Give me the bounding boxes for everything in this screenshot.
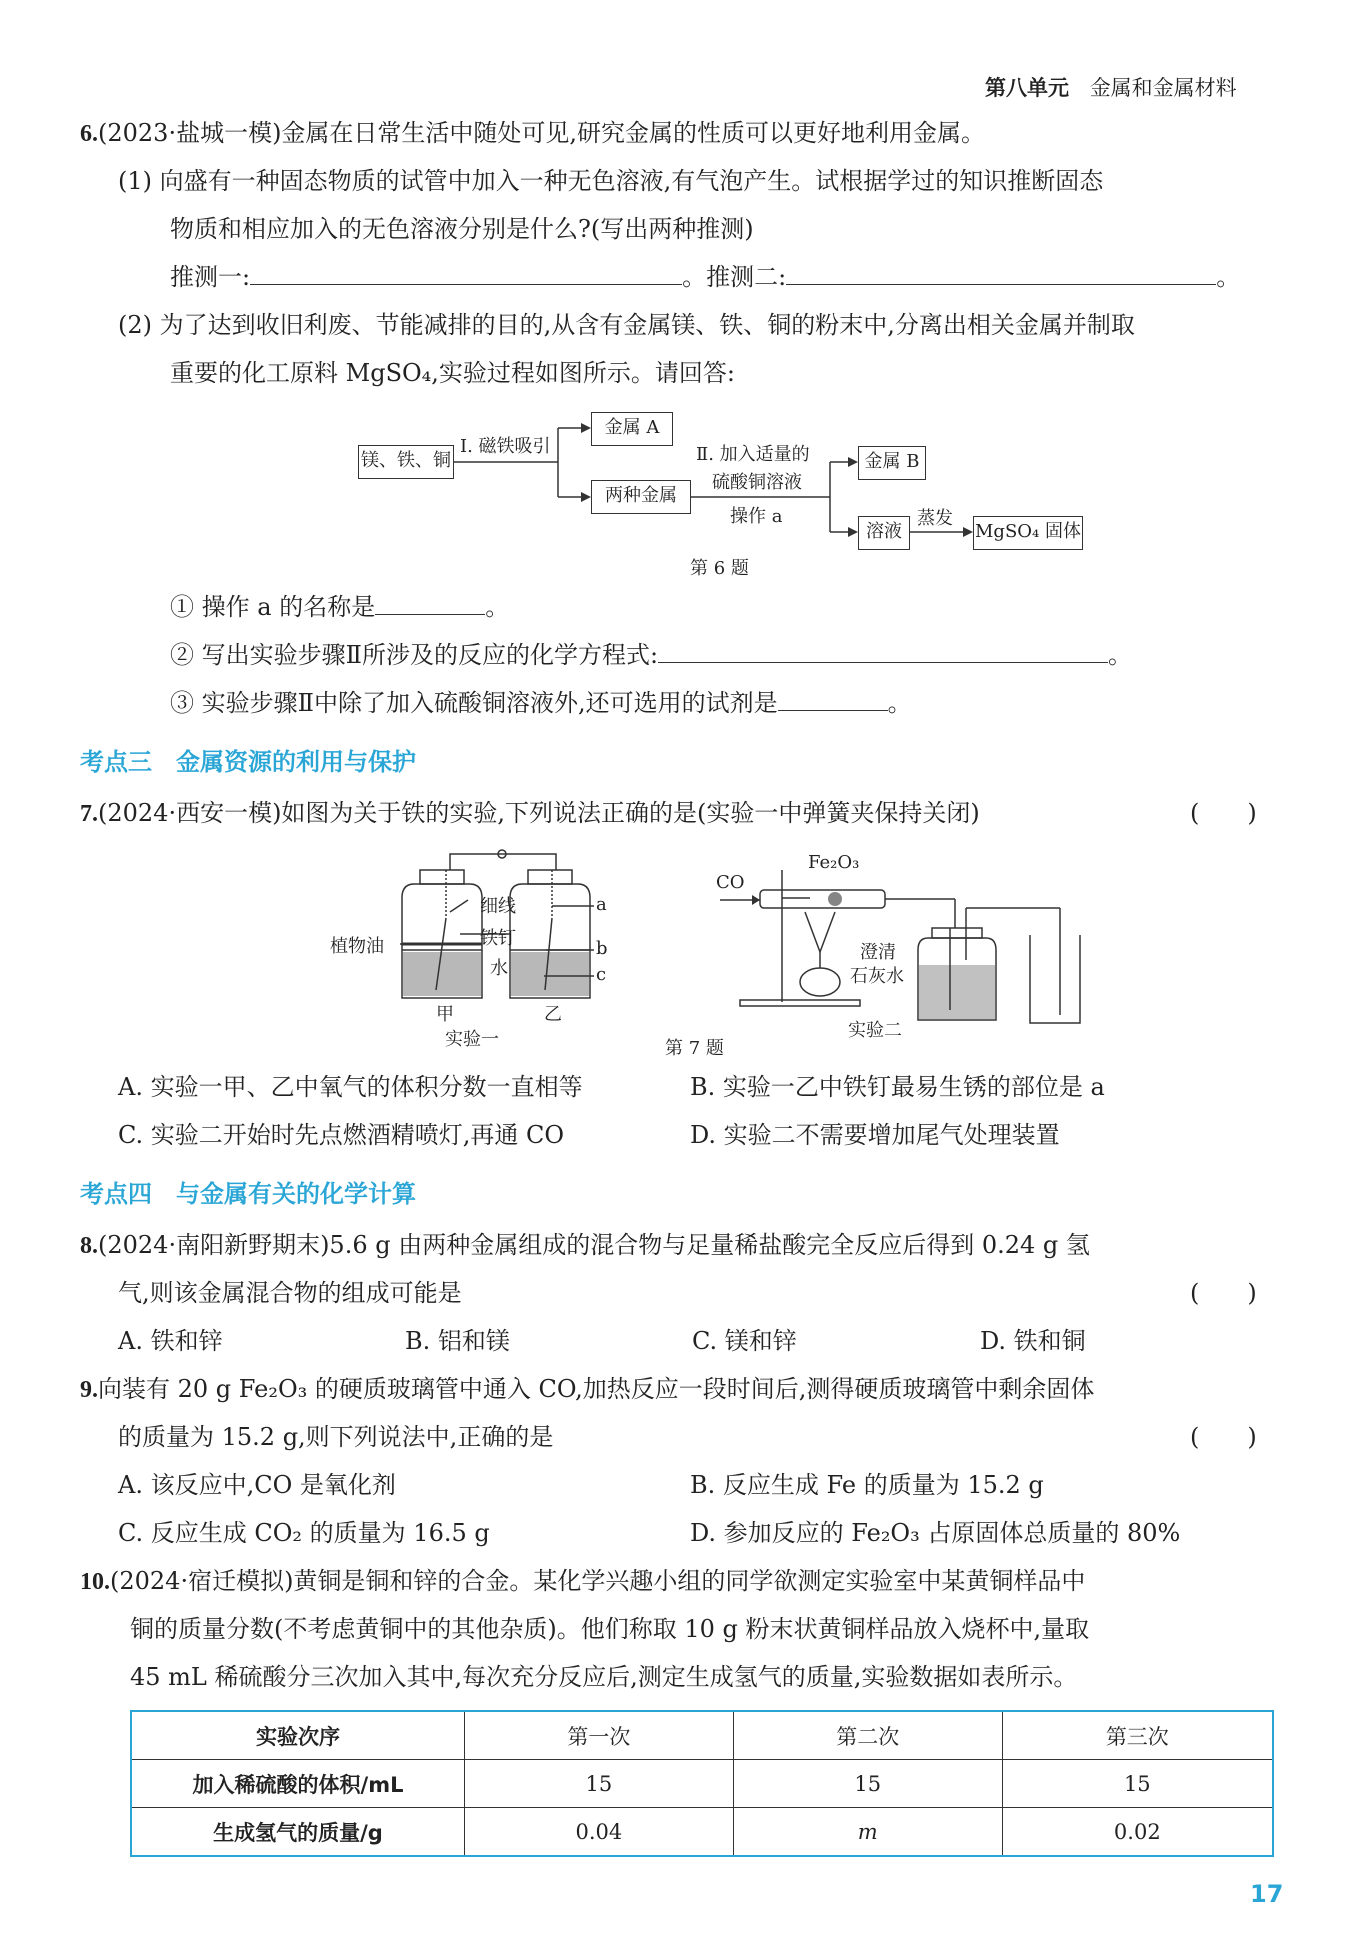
q8-option-d[interactable]: D. 铁和铜	[980, 1327, 1086, 1355]
table-header-cell: 第二次	[733, 1711, 1002, 1760]
flow-solution-box: 溶液	[858, 516, 910, 550]
q9-option-c[interactable]: C. 反应生成 CO₂ 的质量为 16.5 g	[118, 1519, 490, 1547]
q9-option-a[interactable]: A. 该反应中,CO 是氧化剂	[118, 1471, 396, 1499]
page-header	[985, 72, 1237, 102]
sub2-blank[interactable]	[658, 640, 1108, 663]
q6-sub1	[170, 592, 509, 622]
exp1-jar-jia: 甲	[436, 1004, 454, 1025]
question-text: (2024·宿迁模拟)黄铜是铜和锌的合金。某化学兴趣小组的同学欲测定实验室中某黄铜样品中	[110, 1567, 1086, 1595]
q7-answer-paren[interactable]: ( )	[1190, 799, 1257, 827]
experiment-2-drawing	[710, 850, 1090, 1040]
table-cell: 15	[1002, 1760, 1273, 1808]
fig7-caption: 第 7 题	[665, 1038, 724, 1059]
question-10-line1	[80, 1566, 1085, 1597]
question-text: 向装有 20 g Fe₂O₃ 的硬质玻璃管中通入 CO,加热反应一段时间后,测得硬质玻璃管中剩余固体	[98, 1375, 1095, 1403]
question-number: 7.	[80, 801, 98, 827]
q7-option-c[interactable]: C. 实验二开始时先点燃酒精喷灯,再通 CO	[118, 1121, 565, 1149]
question-text: (2024·南阳新野期末)5.6 g 由两种金属组成的混合物与足量稀盐酸完全反应后得到 0.24 g 氢	[98, 1231, 1090, 1259]
q7-option-d[interactable]: D. 实验二不需要增加尾气处理装置	[690, 1121, 1060, 1149]
q6-sub3	[170, 688, 912, 718]
exp2-limewater-label1: 澄清	[860, 942, 896, 963]
table-cell: 加入稀硫酸的体积/mL	[131, 1760, 465, 1808]
table-header-cell: 第一次	[465, 1711, 734, 1760]
q6-part1-line1: (1) 向盛有一种固态物质的试管中加入一种无色溶液,有气泡产生。试根据学过的知识推断固态	[118, 167, 1104, 195]
page-number: 17	[1250, 1880, 1284, 1908]
period: 。	[485, 593, 510, 621]
guess2-blank[interactable]	[786, 262, 1216, 285]
exp1-water-label: 水	[490, 958, 508, 979]
q9-option-b[interactable]: B. 反应生成 Fe 的质量为 15.2 g	[690, 1471, 1044, 1499]
question-8-line1	[80, 1230, 1090, 1261]
q6-guess-line	[170, 262, 1240, 292]
table-header-row	[131, 1711, 1273, 1760]
q8-answer-paren[interactable]: ( )	[1190, 1279, 1257, 1307]
q7-option-a[interactable]: A. 实验一甲、乙中氧气的体积分数一直相等	[118, 1073, 583, 1101]
question-text: (2024·西安一模)如图为关于铁的实验,下列说法正确的是(实验一中弹簧夹保持关闭)	[98, 799, 980, 827]
sub3-blank[interactable]	[778, 688, 888, 711]
flow-diagram	[350, 410, 1100, 560]
question-8-line2: 气,则该金属混合物的组成可能是	[118, 1279, 462, 1307]
table-row	[131, 1808, 1273, 1857]
section-heading-3: 考点三 金属资源的利用与保护	[80, 748, 416, 776]
flow-evaporate-label: 蒸发	[917, 508, 953, 529]
q6-part2-line1: (2) 为了达到收旧利废、节能减排的目的,从含有金属镁、铁、铜的粉末中,分离出相关金属并制取	[118, 311, 1135, 339]
flow-two-metals-box: 两种金属	[591, 480, 691, 514]
period: 。	[887, 689, 912, 717]
flow-operation-a-label: 操作 a	[730, 506, 783, 527]
question-7-stem	[80, 798, 980, 829]
table-cell: 生成氢气的质量/g	[131, 1808, 465, 1857]
table-header-cell: 实验次序	[131, 1711, 465, 1760]
section-heading-4: 考点四 与金属有关的化学计算	[80, 1180, 416, 1208]
q6-part2-line2: 重要的化工原料 MgSO₄,实验过程如图所示。请回答:	[170, 359, 736, 387]
table-cell: 0.02	[1002, 1808, 1273, 1857]
question-text: (2023·盐城一模)金属在日常生活中随处可见,研究金属的性质可以更好地利用金属。	[98, 119, 986, 147]
table-cell: m	[733, 1808, 1002, 1857]
question-number: 10.	[80, 1569, 110, 1595]
q6-part1-line2: 物质和相应加入的无色溶液分别是什么?(写出两种推测)	[170, 215, 754, 243]
flow-step2-label-a: Ⅱ. 加入适量的	[696, 444, 810, 465]
question-6-stem	[80, 118, 985, 149]
table-cell: 15	[465, 1760, 734, 1808]
flow-start-box: 镁、铁、铜	[358, 445, 454, 479]
question-9-line2: 的质量为 15.2 g,则下列说法中,正确的是	[118, 1423, 554, 1451]
table-cell: 15	[733, 1760, 1002, 1808]
table-header-cell: 第三次	[1002, 1711, 1273, 1760]
flow-metal-a-box: 金属 A	[591, 412, 673, 446]
q9-answer-paren[interactable]: ( )	[1190, 1423, 1257, 1451]
exp1-oil-label: 植物油	[330, 936, 384, 957]
fig6-caption: 第 6 题	[690, 558, 749, 579]
q8-option-b[interactable]: B. 铝和镁	[405, 1327, 510, 1355]
exp1-point-a: a	[596, 894, 607, 915]
q9-option-d[interactable]: D. 参加反应的 Fe₂O₃ 占原固体总质量的 80%	[690, 1519, 1181, 1547]
flow-step1-label: I. 磁铁吸引	[460, 436, 551, 457]
exp2-caption: 实验二	[848, 1020, 902, 1041]
experiment-1-figure	[330, 840, 630, 1050]
table-cell: 0.04	[465, 1808, 734, 1857]
q6-sub2	[170, 640, 1132, 670]
flow-metal-b-box: 金属 B	[858, 446, 926, 480]
exp1-jar-yi: 乙	[544, 1004, 562, 1025]
guess2-label: 。推测二:	[682, 263, 787, 291]
flow-product-box: MgSO₄ 固体	[973, 516, 1083, 550]
exp1-point-c: c	[596, 964, 607, 985]
exp2-fe2o3-label: Fe₂O₃	[808, 852, 860, 873]
question-number: 8.	[80, 1233, 98, 1259]
exp2-co-label: CO	[716, 872, 745, 893]
period: 。	[1216, 263, 1241, 291]
question-number: 6.	[80, 121, 98, 147]
guess1-label: 推测一:	[170, 263, 251, 291]
question-10-line2: 铜的质量分数(不考虑黄铜中的其他杂质)。他们称取 10 g 粉末状黄铜样品放入烧杯中,量取	[130, 1615, 1090, 1643]
experiment-data-table	[130, 1710, 1274, 1857]
q7-option-b[interactable]: B. 实验一乙中铁钉最易生锈的部位是 a	[690, 1073, 1105, 1101]
unit-title: 金属和金属材料	[1089, 76, 1237, 100]
exp1-caption: 实验一	[445, 1029, 499, 1050]
q8-option-a[interactable]: A. 铁和锌	[118, 1327, 223, 1355]
question-number: 9.	[80, 1377, 98, 1403]
flow-step2-label-b: 硫酸铜溶液	[712, 472, 802, 493]
question-9-line1	[80, 1374, 1094, 1405]
unit-label: 第八单元	[985, 76, 1069, 100]
question-10-line3: 45 mL 稀硫酸分三次加入其中,每次充分反应后,测定生成氢气的质量,实验数据如表所示。	[130, 1663, 1078, 1691]
exp1-nail-label: 铁钉	[480, 928, 516, 949]
guess1-blank[interactable]	[250, 262, 682, 285]
table-row	[131, 1760, 1273, 1808]
period: 。	[1108, 641, 1133, 669]
sub1-text: ① 操作 a 的名称是	[170, 593, 376, 621]
q8-option-c[interactable]: C. 镁和锌	[692, 1327, 797, 1355]
exp1-point-b: b	[596, 938, 608, 959]
experiment-2-figure	[710, 850, 1090, 1040]
sub3-text: ③ 实验步骤Ⅱ中除了加入硫酸铜溶液外,还可选用的试剂是	[170, 689, 778, 717]
sub1-blank[interactable]	[375, 592, 485, 615]
exp2-limewater-label2: 石灰水	[850, 966, 904, 987]
sub2-text: ② 写出实验步骤Ⅱ所涉及的反应的化学方程式:	[170, 641, 659, 669]
exp1-string-label: 细线	[480, 896, 516, 917]
